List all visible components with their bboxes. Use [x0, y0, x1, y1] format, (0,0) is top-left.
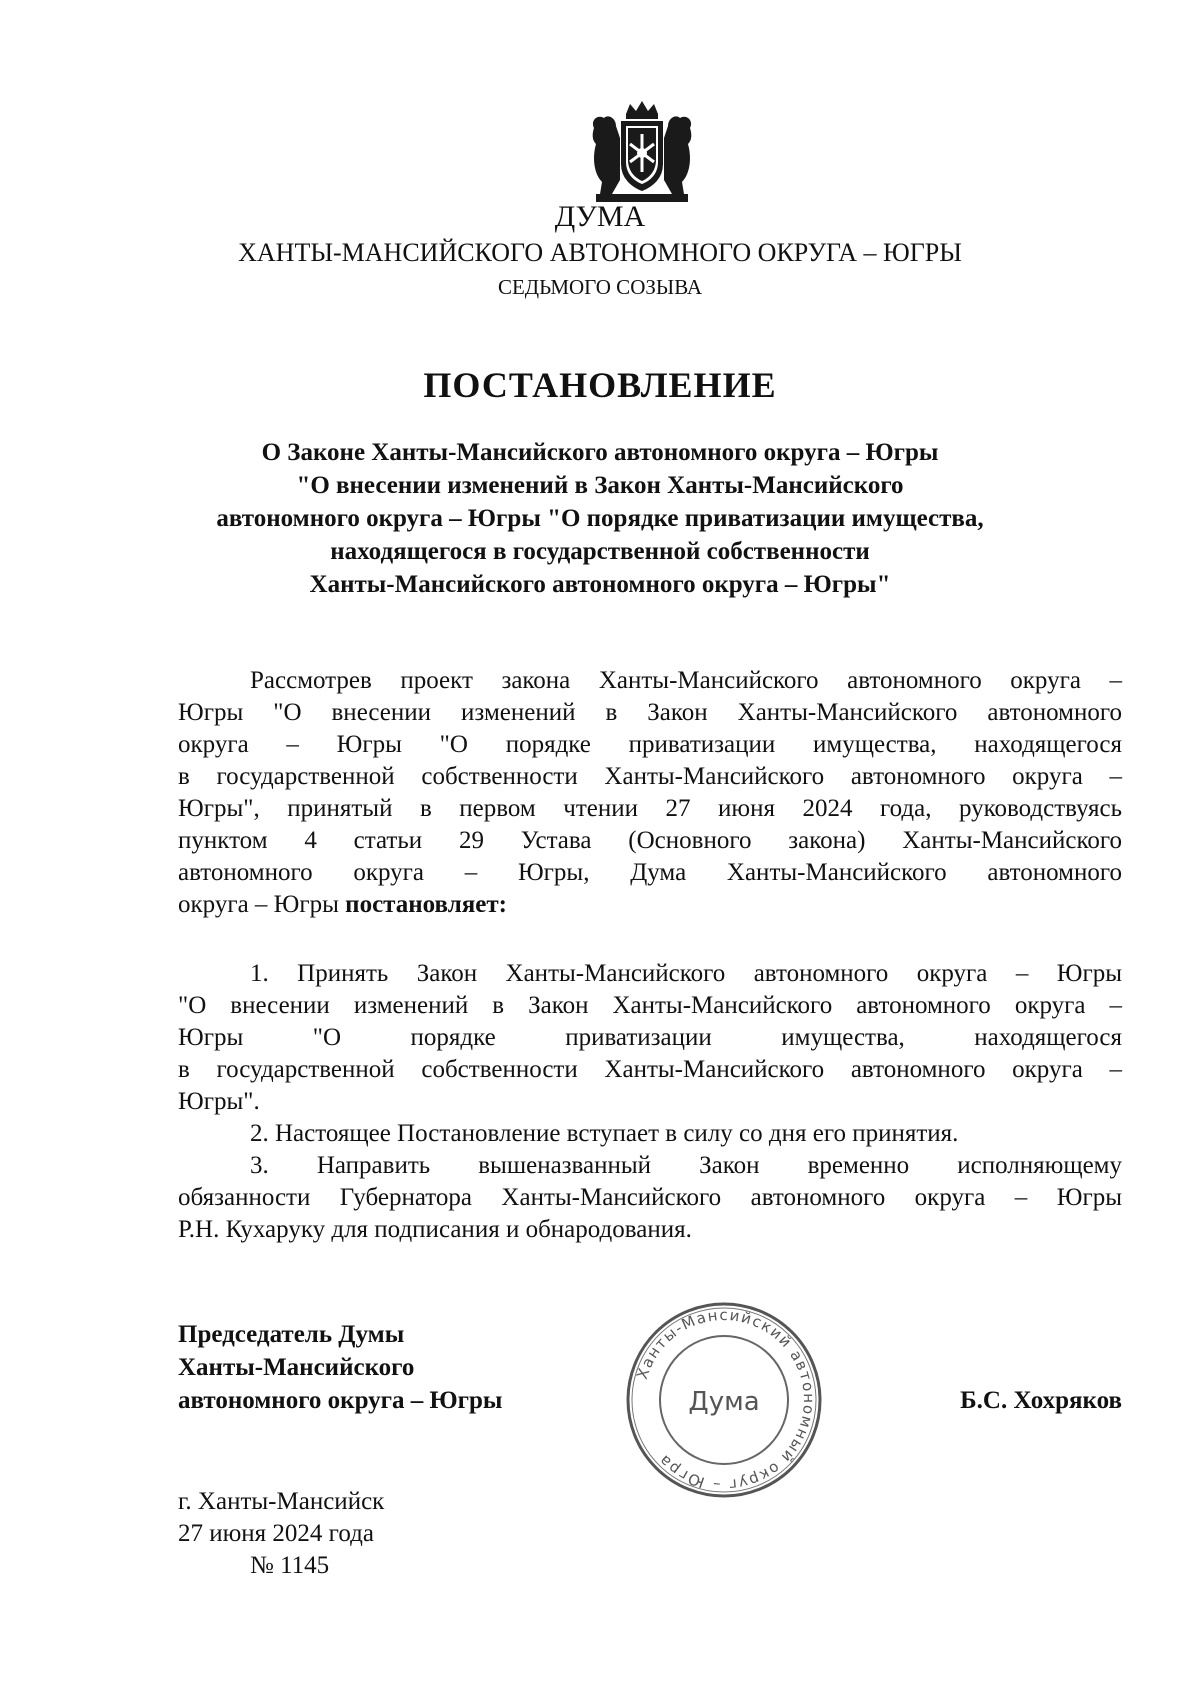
- item-1-line: 1. Принять Закон Ханты-Мансийского автономного округа – Югры: [250, 960, 1122, 987]
- resolves-word: постановляет:: [345, 891, 507, 918]
- city: г. Ханты-Мансийск: [178, 1488, 385, 1515]
- preamble-line: округа – Югры "О порядке приватизации имущества, находящегося: [178, 731, 1122, 758]
- seal-center-text: Дума: [688, 1387, 760, 1417]
- preamble-line: Югры "О внесении изменений в Закон Ханты-Мансийского автономного: [178, 699, 1122, 726]
- preamble-last-line: [178, 889, 1122, 921]
- signatory-title-line: Председатель Думы: [178, 1321, 405, 1348]
- signatory-title: [178, 1318, 502, 1417]
- title-line: "О внесении изменений в Закон Ханты-Мансийского: [296, 472, 904, 499]
- item-3-line: 3. Направить вышеназванный Закон временно исполняющему: [250, 1152, 1122, 1179]
- preamble-line: Югры", принятый в первом чтении 27 июня 2024 года, руководствуясь: [178, 795, 1122, 822]
- date: 27 июня 2024 года: [178, 1520, 374, 1547]
- resolution-items: [178, 958, 1122, 1246]
- title-line: находящегося в государственной собственности: [330, 538, 870, 565]
- signatory-name: Б.С. Хохряков: [960, 1387, 1122, 1414]
- preamble-line: пунктом 4 статьи 29 Устава (Основного закона) Ханты-Мансийского: [178, 827, 1122, 854]
- document-type: ПОСТАНОВЛЕНИЕ: [423, 365, 777, 405]
- item-2: 2. Настоящее Постановление вступает в силу со дня его принятия.: [250, 1120, 959, 1147]
- title-line: О Законе Ханты-Мансийского автономного округа – Югры: [261, 439, 939, 466]
- document-title: [150, 436, 1050, 601]
- preamble-line: автономного округа – Югры, Дума Ханты-Мансийского автономного: [178, 859, 1122, 886]
- signatory-title-line: автономного округа – Югры: [178, 1387, 503, 1414]
- item-1-line: Югры "О порядке приватизации имущества, находящегося: [178, 1024, 1122, 1051]
- signatory-title-line: Ханты-Мансийского: [178, 1354, 415, 1381]
- seal-ring-text: Ханты-Мансийский автономный округ – Югра: [633, 1305, 819, 1495]
- item-1-line: "О внесении изменений в Закон Ханты-Мансийского автономного округа –: [178, 992, 1122, 1019]
- item-3-last-line: Р.Н. Кухаруку для подписания и обнародования.: [178, 1216, 692, 1243]
- preamble-line: Рассмотрев проект закона Ханты-Мансийского автономного округа –: [250, 667, 1122, 694]
- item-1-last-line: Югры".: [178, 1088, 260, 1115]
- item-1-line: в государственной собственности Ханты-Мансийского автономного округа –: [178, 1056, 1122, 1083]
- place-and-date: [178, 1486, 384, 1550]
- org-name: ДУМА: [554, 200, 646, 233]
- preamble-line-text: округа – Югры: [178, 891, 346, 918]
- title-line: автономного округа – Югры "О порядке приватизации имущества,: [216, 505, 984, 532]
- preamble-paragraph: [178, 665, 1122, 921]
- coat-of-arms-emblem: [586, 98, 698, 208]
- title-line: Ханты-Мансийского автономного округа – Югры": [309, 571, 891, 598]
- document-number: № 1145: [250, 1552, 330, 1579]
- item-3-line: обязанности Губернатора Ханты-Мансийского автономного округа – Югры: [178, 1184, 1122, 1211]
- region-name: ХАНТЫ-МАНСИЙСКОГО АВТОНОМНОГО ОКРУГА – ЮГРЫ: [238, 238, 962, 267]
- official-seal: [624, 1300, 824, 1500]
- preamble-line: в государственной собственности Ханты-Мансийского автономного округа –: [178, 763, 1122, 790]
- convocation: СЕДЬМОГО СОЗЫВА: [497, 275, 703, 299]
